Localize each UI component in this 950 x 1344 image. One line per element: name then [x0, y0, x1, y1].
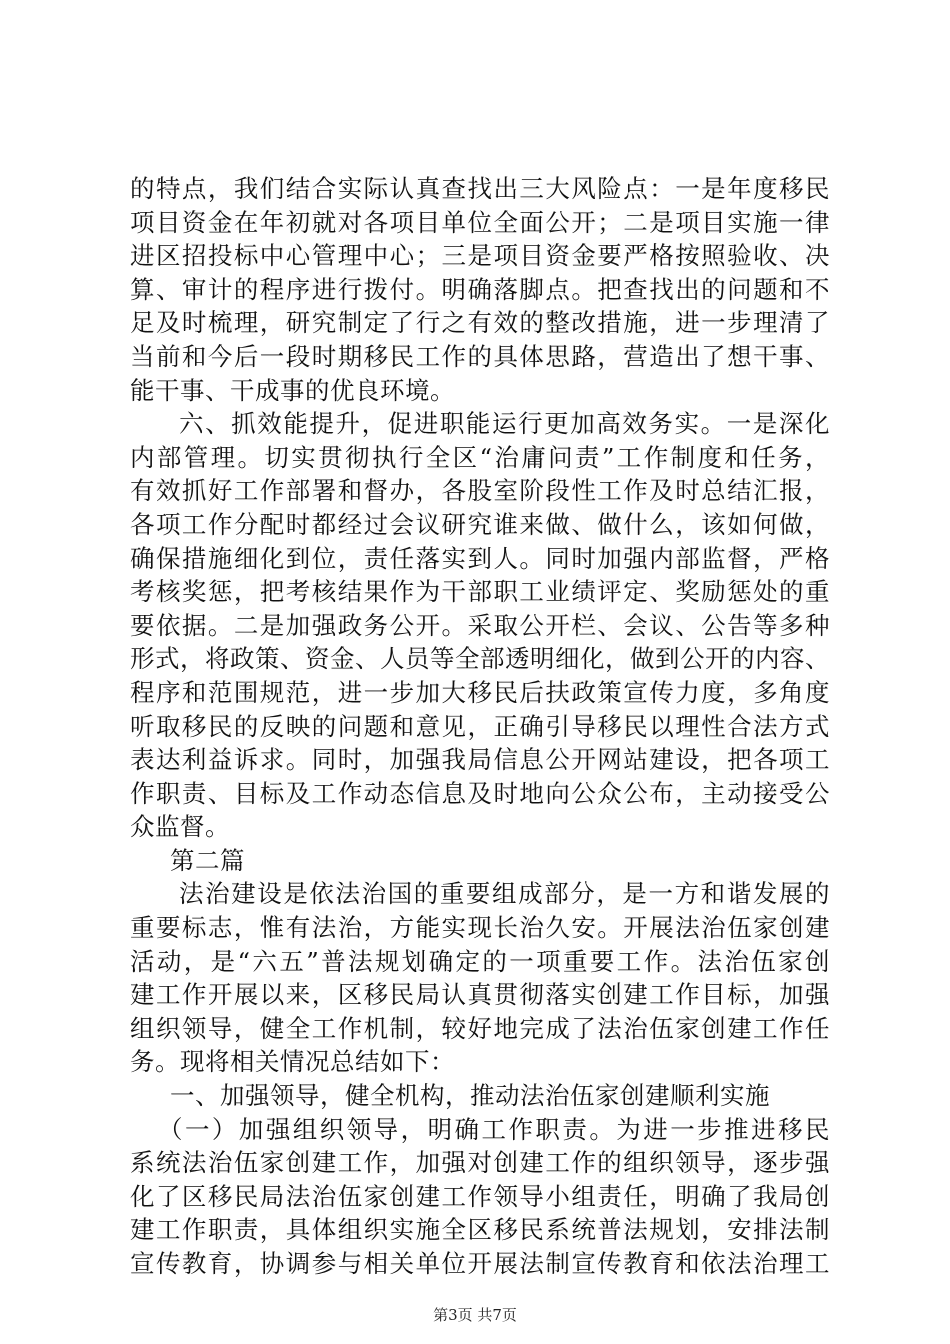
text-line: 宣传教育，协调参与相关单位开展法制宣传教育和依法治理工	[130, 1249, 830, 1278]
document-body	[130, 172, 830, 1281]
text-line: 活动，是“六五”普法规划确定的一项重要工作。法治伍家创	[130, 946, 830, 976]
text-line: 务。现将相关情况总结如下：	[130, 1047, 455, 1077]
text-line: 系统法治伍家创建工作，加强对创建工作的组织领导，逐步强	[130, 1148, 830, 1178]
text-line: 程序和范围规范，进一步加大移民后扶政策宣传力度，多角度	[130, 677, 830, 707]
text-line: 进区招投标中心管理中心；三是项目资金要严格按照验收、决	[130, 241, 830, 271]
text-line: 表达利益诉求。同时，加强我局信息公开网站建设，把各项工	[130, 745, 830, 775]
text-line: 项目资金在年初就对各项目单位全面公开；二是项目实施一律	[130, 207, 830, 237]
text-line: 听取移民的反映的问题和意见，正确引导移民以理性合法方式	[130, 711, 830, 741]
text-line: 建工作职责，具体组织实施全区移民系统普法规划，安排法制	[130, 1215, 830, 1245]
section-heading-one: 一、加强领导，健全机构，推动法治伍家创建顺利实施	[170, 1081, 770, 1111]
part-heading: 第二篇	[170, 845, 245, 875]
text-line: 组织领导，健全工作机制，较好地完成了法治伍家创建工作任	[130, 1013, 830, 1043]
subsection-heading: （一）加强组织领导，明确工作职责。为进一步推进移民	[158, 1114, 830, 1144]
text-line: 法治建设是依法治国的重要组成部分，是一方和谐发展的	[179, 879, 830, 909]
text-line: 当前和今后一段时期移民工作的具体思路，营造出了想干事、	[130, 341, 830, 371]
text-line: 内部管理。切实贯彻执行全区“治庸问责”工作制度和任务，	[130, 442, 830, 472]
text-line: 形式，将政策、资金、人员等全部透明细化，做到公开的内容、	[130, 644, 830, 674]
text-line: 确保措施细化到位，责任落实到人。同时加强内部监督，严格	[130, 543, 830, 573]
text-line: 算、审计的程序进行拨付。明确落脚点。把查找出的问题和不	[130, 274, 830, 304]
text-line: 建工作开展以来，区移民局认真贯彻落实创建工作目标，加强	[130, 980, 830, 1010]
text-line: 能干事、干成事的优良环境。	[130, 375, 455, 405]
text-line: 化了区移民局法治伍家创建工作领导小组责任，明确了我局创	[130, 1181, 830, 1211]
text-line: 众监督。	[130, 812, 230, 842]
text-line: 作职责、目标及工作动态信息及时地向公众公布，主动接受公	[130, 778, 830, 808]
text-line: 足及时梳理，研究制定了行之有效的整改措施，进一步理清了	[130, 308, 830, 338]
text-line: 考核奖惩，把考核结果作为干部职工业绩评定、奖励惩处的重	[130, 577, 830, 607]
text-line: 各项工作分配时都经过会议研究谁来做、做什么，该如何做，	[130, 509, 830, 539]
page-footer: 第3页 共7页	[433, 1306, 517, 1324]
text-line: 有效抓好工作部署和督办，各股室阶段性工作及时总结汇报，	[130, 476, 830, 506]
text-line: 要依据。二是加强政务公开。采取公开栏、会议、公告等多种	[130, 610, 830, 640]
text-line: 的特点，我们结合实际认真查找出三大风险点：一是年度移民	[130, 174, 830, 203]
section-heading-six: 六、抓效能提升，促进职能运行更加高效务实。一是深化	[179, 409, 830, 439]
text-line: 重要标志，惟有法治，方能实现长治久安。开展法治伍家创建	[130, 913, 830, 943]
